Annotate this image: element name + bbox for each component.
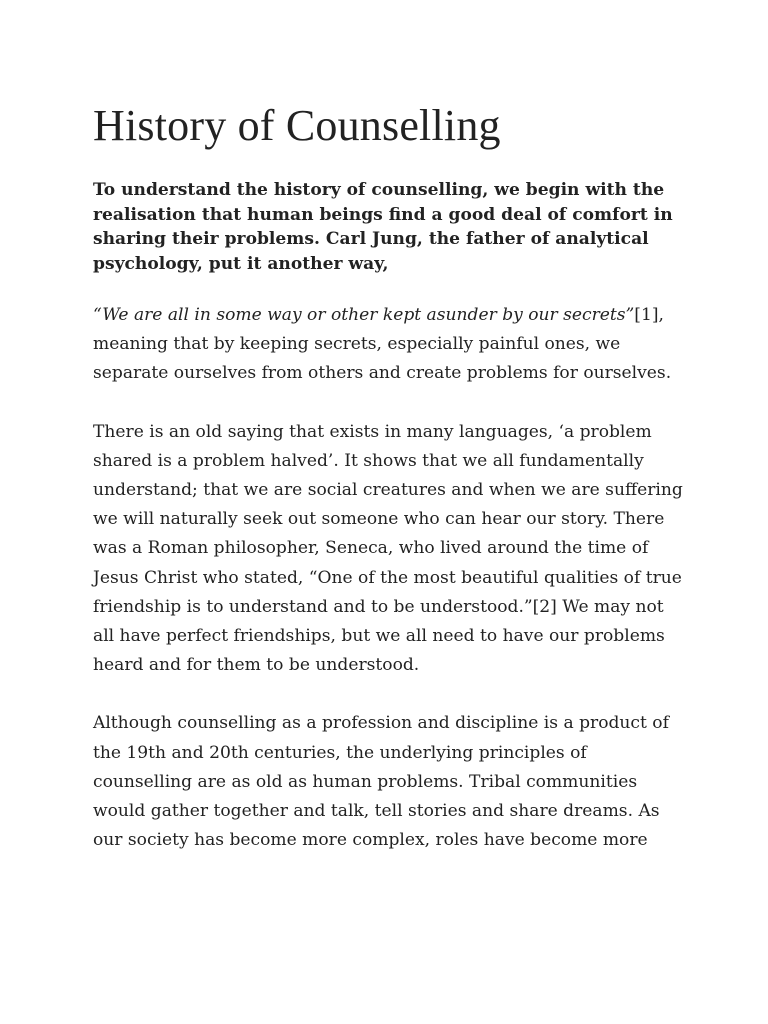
jung-quote: “We are all in some way or other kept asunder by our secrets” bbox=[93, 305, 635, 325]
paragraph-jung-quote-text: [1], meaning that by keeping secrets, especially painful ones, we separate ourselves from others and create problems for ourselves. bbox=[93, 305, 672, 384]
page-title: History of Counselling bbox=[93, 101, 501, 150]
paragraph-jung-quote bbox=[93, 301, 683, 389]
document-page bbox=[93, 98, 683, 884]
lead-paragraph: To understand the history of counselling, we begin with the realisation that human beings find a good deal of comfort in sharing their problems. Carl Jung, the father of analytical psychology, put it another way, bbox=[93, 180, 673, 274]
paragraph-counselling-profession: Although counselling as a profession and discipline is a product of the 19th and 20th centuries, the underlying principles of counselling are as old as human problems. Tribal communities would gather together and talk, tell stories and share dreams. As our society has become more complex, roles have become more bbox=[93, 713, 669, 851]
paragraph-old-saying: There is an old saying that exists in many languages, ‘a problem shared is a problem halved’. It shows that we all fundamentally understand; that we are social creatures and when we are suffering we will naturally seek out someone who can hear our story. There was a Roman philosopher, Seneca, who lived around the time of Jesus Christ who stated, “One of the most beautiful qualities of true friendship is to understand and to be understood.”[2] We may not all have perfect friendships, but we all need to have our problems heard and for them to be understood. bbox=[93, 421, 683, 676]
